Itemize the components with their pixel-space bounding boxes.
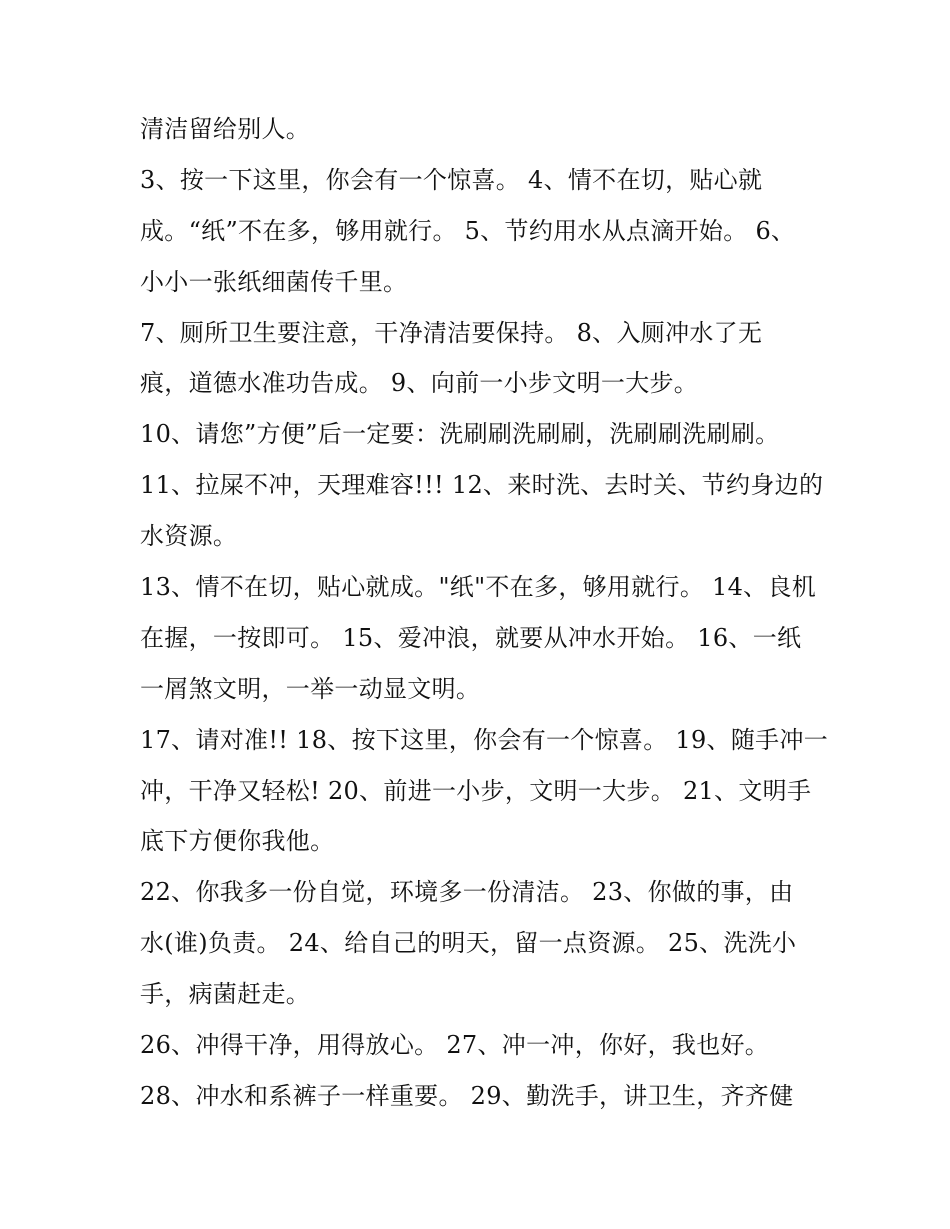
text-line: 成。“纸”不在多，够用就行。 5、节约用水从点滴开始。 6、 [140,216,796,245]
text-line: 在握，一按即可。 15、爱冲浪，就要从冲水开始。 16、一纸 [140,623,802,652]
text-line: 冲，干净又轻松! 20、前进一小步，文明一大步。 21、文明手 [140,776,812,805]
text-line: 清洁留给别人。 [140,115,311,143]
text-line: 痕，道德水准功告成。 9、向前一小步文明一大步。 [140,369,699,398]
text-line: 11、拉屎不冲，天理难容!!! 12、来时洗、去时关、节约身边的 [140,471,824,500]
text-line: 13、情不在切，贴心就成。"纸"不在多，够用就行。 14、良机 [140,573,817,602]
text-line: 手，病菌赶走。 [140,980,311,1009]
text-line: 26、冲得干净，用得放心。 27、冲一冲，你好，我也好。 [140,1031,770,1060]
text-line: 28、冲水和系裤子一样重要。 29、勤洗手，讲卫生，齐齐健 [140,1081,794,1110]
text-line: 水资源。 [140,522,238,551]
text-line: 10、请您”方便”后一定要：洗刷刷洗刷刷，洗刷刷洗刷刷。 [140,420,780,449]
text-line: 3、按一下这里，你会有一个惊喜。 4、情不在切，贴心就 [140,165,763,194]
text-line: 水(谁)负责。 24、给自己的明天，留一点资源。 25、洗洗小 [140,929,797,958]
document-body [140,104,829,1122]
text-line: 7、厕所卫生要注意，干净清洁要保持。 8、入厕冲水了无 [140,318,763,347]
text-line: 底下方便你我他。 [140,827,335,856]
text-line: 17、请对准!! 18、按下这里，你会有一个惊喜。 19、随手冲一 [140,725,829,754]
text-line: 小小一张纸细菌传千里。 [140,267,408,296]
text-line: 22、你我多一份自觉，环境多一份清洁。 23、你做的事，由 [140,878,794,907]
text-line: 一屑煞文明，一举一动显文明。 [140,674,481,703]
